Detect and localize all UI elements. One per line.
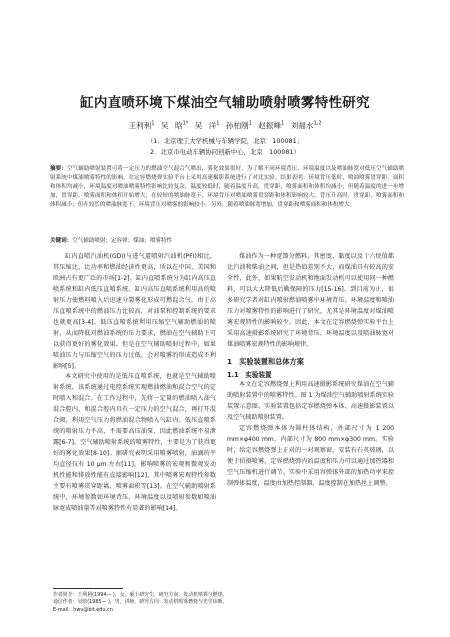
author: 孙柏刚$^1$ (225, 120, 252, 130)
footnote: 作者简介：王利利(1994— )，女，硕士研究生，研究方向：发动机喷雾与燃烧。 (53, 592, 228, 598)
author: 刘福水$^{1,2}$ (290, 120, 322, 130)
keywords-text: 空气辅助喷射；定容弹；煤油；喷雾特性 (72, 238, 173, 244)
footnote-rule (53, 588, 123, 589)
keywords (50, 236, 404, 244)
footnote: E-mail：hwu@bit.edu.cn (53, 606, 113, 613)
body-paragraph: 定容燃烧弹本体为圆柱体结构，外部尺寸为 1 200 mm×φ400 mm，内部尺寸为 800 mm×φ300 mm。实验时，给定容燃烧弹上正对的一对观察窗，安装有石英玻璃，以便于拍摄喷雾。定容燃烧弹内的温度和压力可以通过加热器和空气压缩机进行调节。实验中采用容弹体外部的加热功率来控制弹体温度，温度由加热控制器，温度控制在加热丝上调整。 (227, 425, 394, 488)
affiliation: （1．北京理工大学机械与车辆学院，北京 100081； (146, 137, 304, 145)
section-heading: 1 实验装置和总体方案 (227, 356, 304, 366)
body-paragraph: 缸内直喷汽油机(GDI)与进气道喷射汽油机(PFI)相比，其压缩比、比功率和燃油经济性更高，所以在中国、美国和欧洲占有更广泛的市场[1-2]。缸内直喷系统分为缸内高压直喷系统和缸内低压直喷系统。缸内高压直喷系统利用高的喷射压力使燃料喷入后迅速分裂雾化形成可燃混合气。由于高压直喷系统中的燃油压力比较高，对油泵和控制系统的要求也就更高[3-4]。低压直喷系统利用压缩空气辅助燃油的喷射，从而降低对燃油系统的压力要求，燃油在空气辅助下可以获得更好的雾化效果。但是在空气辅助喷射过程中，如果喷油压力与压缩空气的压力过低，会对喷雾的形成造成不利影响[5]。 (53, 253, 216, 370)
paper-title: 缸内直喷环境下煤油空气辅助喷射喷雾特性研究 (80, 95, 370, 111)
subsection-heading: 1.1 实验装置 (227, 370, 272, 379)
author-list (0, 120, 450, 131)
keywords-label: 关键词： (50, 238, 73, 244)
footnotes (53, 592, 353, 614)
affiliation: 2．北京市电动车辆协同创新中心，北京 100081） (150, 148, 300, 156)
body-paragraph: 本文在定容燃烧弹上利用高速摄影系统研究煤油在空气辅助喷射装置中的喷雾特性。图 1 为煤油空气辅助喷射系统实验装置示意图。实验装置包括定容燃烧弹本体、高速摄影装置以及空气辅助喷射装置。 (227, 381, 394, 422)
right-column (227, 252, 394, 490)
body-paragraph: 本文研究中使用的是低压直喷系统，也就是空气辅助喷射系统。该系统通过电控系统实现燃油燃油和混合空气的定时喷入和混合。在工作过程中，先将一定量的燃油喷入油气混合腔内，和混合腔内具有一定压力的空气混合，再打开混合阀，利用空气压力将燃油混合物喷入气缸内。低压直喷系统的喷射压力不高，不需要高压油泵，因此燃油系统不易泄露[6-7]。空气辅助喷射系统的喷雾特性，主要是为了获得更好的雾化效果[8-10]。据研究表明采用喷雾喷射，油滴的平均直径仅有 10 μm 左右[11]。影响喷雾的宏观和微观发动机性能和排放性能有直接影响[12]，其中喷雾宏观特性参数主要有喷雾贯穿距离、喷雾面积等[13]。在空气辅助喷射系统中，环境参数如环境背压、环境温度以及喷射参数如喷油脉宽或喷油量等对喷雾特性有显著的影响[14]。 (53, 373, 216, 512)
footnote: 通信作者：吴晗(1985— )，男，讲师，研究方向：发动机喷雾燃烧与光学诊断。 (53, 599, 228, 606)
author: 吴 晗$^{1*}$ (160, 120, 189, 130)
abstract-label: 摘要： (50, 166, 67, 172)
author: 赵振峰$^1$ (258, 120, 285, 130)
author: 王利利$^1$ (128, 120, 155, 130)
left-column (53, 252, 216, 515)
body-paragraph: 煤油作为一种宽馏分燃料，其密度、黏度以及十六烷值都比汽油和柴油之间，但是热值差别不大，而煤油具有较高的安全性，此外，如果航空发动机和地面发动机可以使用同一种燃料，可以大大降低后勤保障的压力[15-16]。到目前为止，很多研究学者对缸内喷射燃油喷雾中环境背压、环境温度和喷油压力对喷雾特性的影响进行了研究，尤其是环境温度对煤油喷雾宏观特性的影响较少。因此，本文在定容燃烧弹实验平台上采用高速摄影系统研究了环境背压、环境温度以及喷油脉宽对煤油喷雾宏观特性的影响规律。 (227, 253, 394, 348)
abstract (50, 165, 404, 210)
author: 吴 洋$^1$ (194, 120, 220, 130)
abstract-text: 空气辅助喷射装置可将一定压力的燃油空气混合气喷出，雾化效果很好，为了解不同环境背压、环境温度以及喷油脉宽对低压空气辅助喷射系统中煤油喷雾特性的影响，在定容燃烧弹实验平台上采用高速摄影系统进行了对比实验。结果表明：环境背压低时，喷油喷雾贯穿距、面积和体积均减小，环境温度对喷油喷雾特性影响比较复杂，温度较低时，随着温度升高，贯穿距、喷雾面积和体积均减小；但随着温度的进一步增加，贯穿距、喷雾面积和体积开始增大；在较短的喷油脉宽下，环境背压对喷油喷雾贯穿距和体积影响较大，背压升高时，贯穿距、喷雾面积和体积减小；但在较长的喷油脉宽下，环境背压对喷雾的影响较小。另外，随着喷油脉宽增加，贯穿距和喷雾面积和体积增大。 (50, 166, 405, 208)
